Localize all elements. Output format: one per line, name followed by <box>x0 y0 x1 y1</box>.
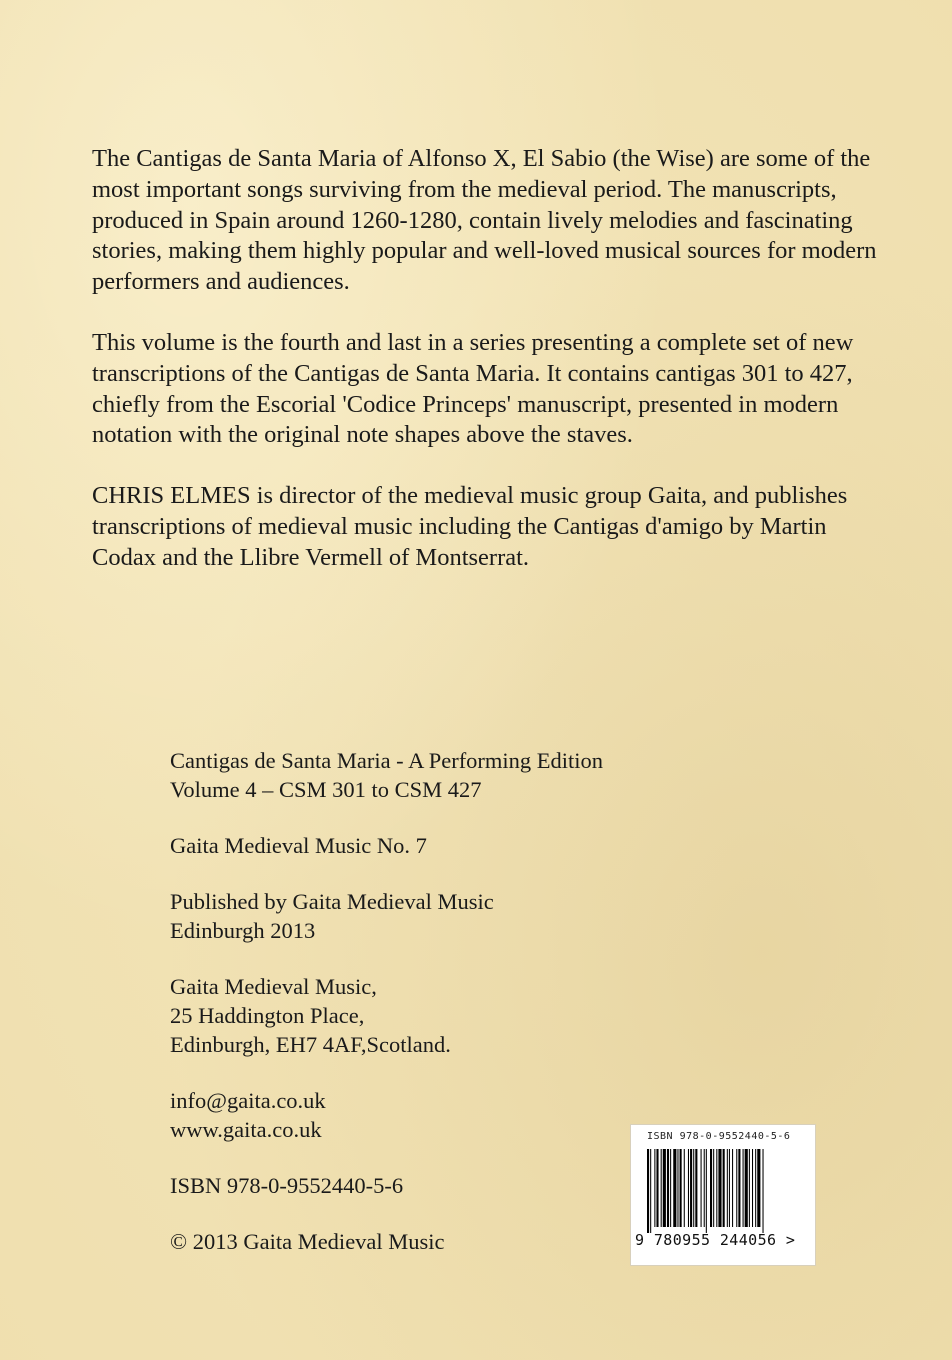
publisher: Published by Gaita Medieval Music <box>170 889 494 914</box>
isbn-text: ISBN 978-0-9552440-5-6 <box>170 1173 404 1198</box>
publisher-block <box>170 887 730 945</box>
website-url: www.gaita.co.uk <box>170 1117 322 1142</box>
copyright-notice: © 2013 Gaita Medieval Music <box>170 1229 445 1254</box>
address-line: 25 Haddington Place, <box>170 1003 365 1028</box>
blurb-paragraph-author: CHRIS ELMES is director of the medieval music group Gaita, and publishes transcriptions of medieval music including the Cantigas d'amigo by Martin Codax and the Llibre Vermell of Montserrat. <box>92 482 848 571</box>
barcode-isbn-label: ISBN 978-0-9552440-5-6 <box>647 1131 791 1142</box>
edition-title: Cantigas de Santa Maria - A Performing Edition <box>170 748 604 773</box>
address-block <box>170 972 730 1059</box>
address-line: Edinburgh, EH7 4AF,Scotland. <box>170 1032 451 1057</box>
address-line: Gaita Medieval Music, <box>170 974 377 999</box>
edition-title-block <box>170 746 730 804</box>
series-number: Gaita Medieval Music No. 7 <box>170 833 427 858</box>
blurb-paragraph-intro: The Cantigas de Santa Maria of Alfonso X, El Sabio (the Wise) are some of the most important songs surviving from the medieval period. The manuscripts, produced in Spain around 1260-1280, contain lively melodies and fascinating stories, making them highly popular and well-loved musical sources for modern performers and audiences. <box>92 145 877 296</box>
isbn-barcode <box>630 1124 816 1266</box>
volume-info: Volume 4 – CSM 301 to CSM 427 <box>170 777 482 802</box>
barcode-bars <box>643 1149 805 1233</box>
publication-place-year: Edinburgh 2013 <box>170 918 316 943</box>
back-cover-blurb <box>92 144 892 604</box>
series-block <box>170 831 730 860</box>
email-address: info@gaita.co.uk <box>170 1088 326 1113</box>
barcode-digits: 9 780955 244056 > <box>635 1231 796 1249</box>
blurb-paragraph-volume: This volume is the fourth and last in a series presenting a complete set of new transcriptions of the Cantigas de Santa Maria. It contains cantigas 301 to 427, chiefly from the Escorial 'Codice Princeps' manuscript, presented in modern notation with the original note shapes above the staves. <box>92 328 854 449</box>
